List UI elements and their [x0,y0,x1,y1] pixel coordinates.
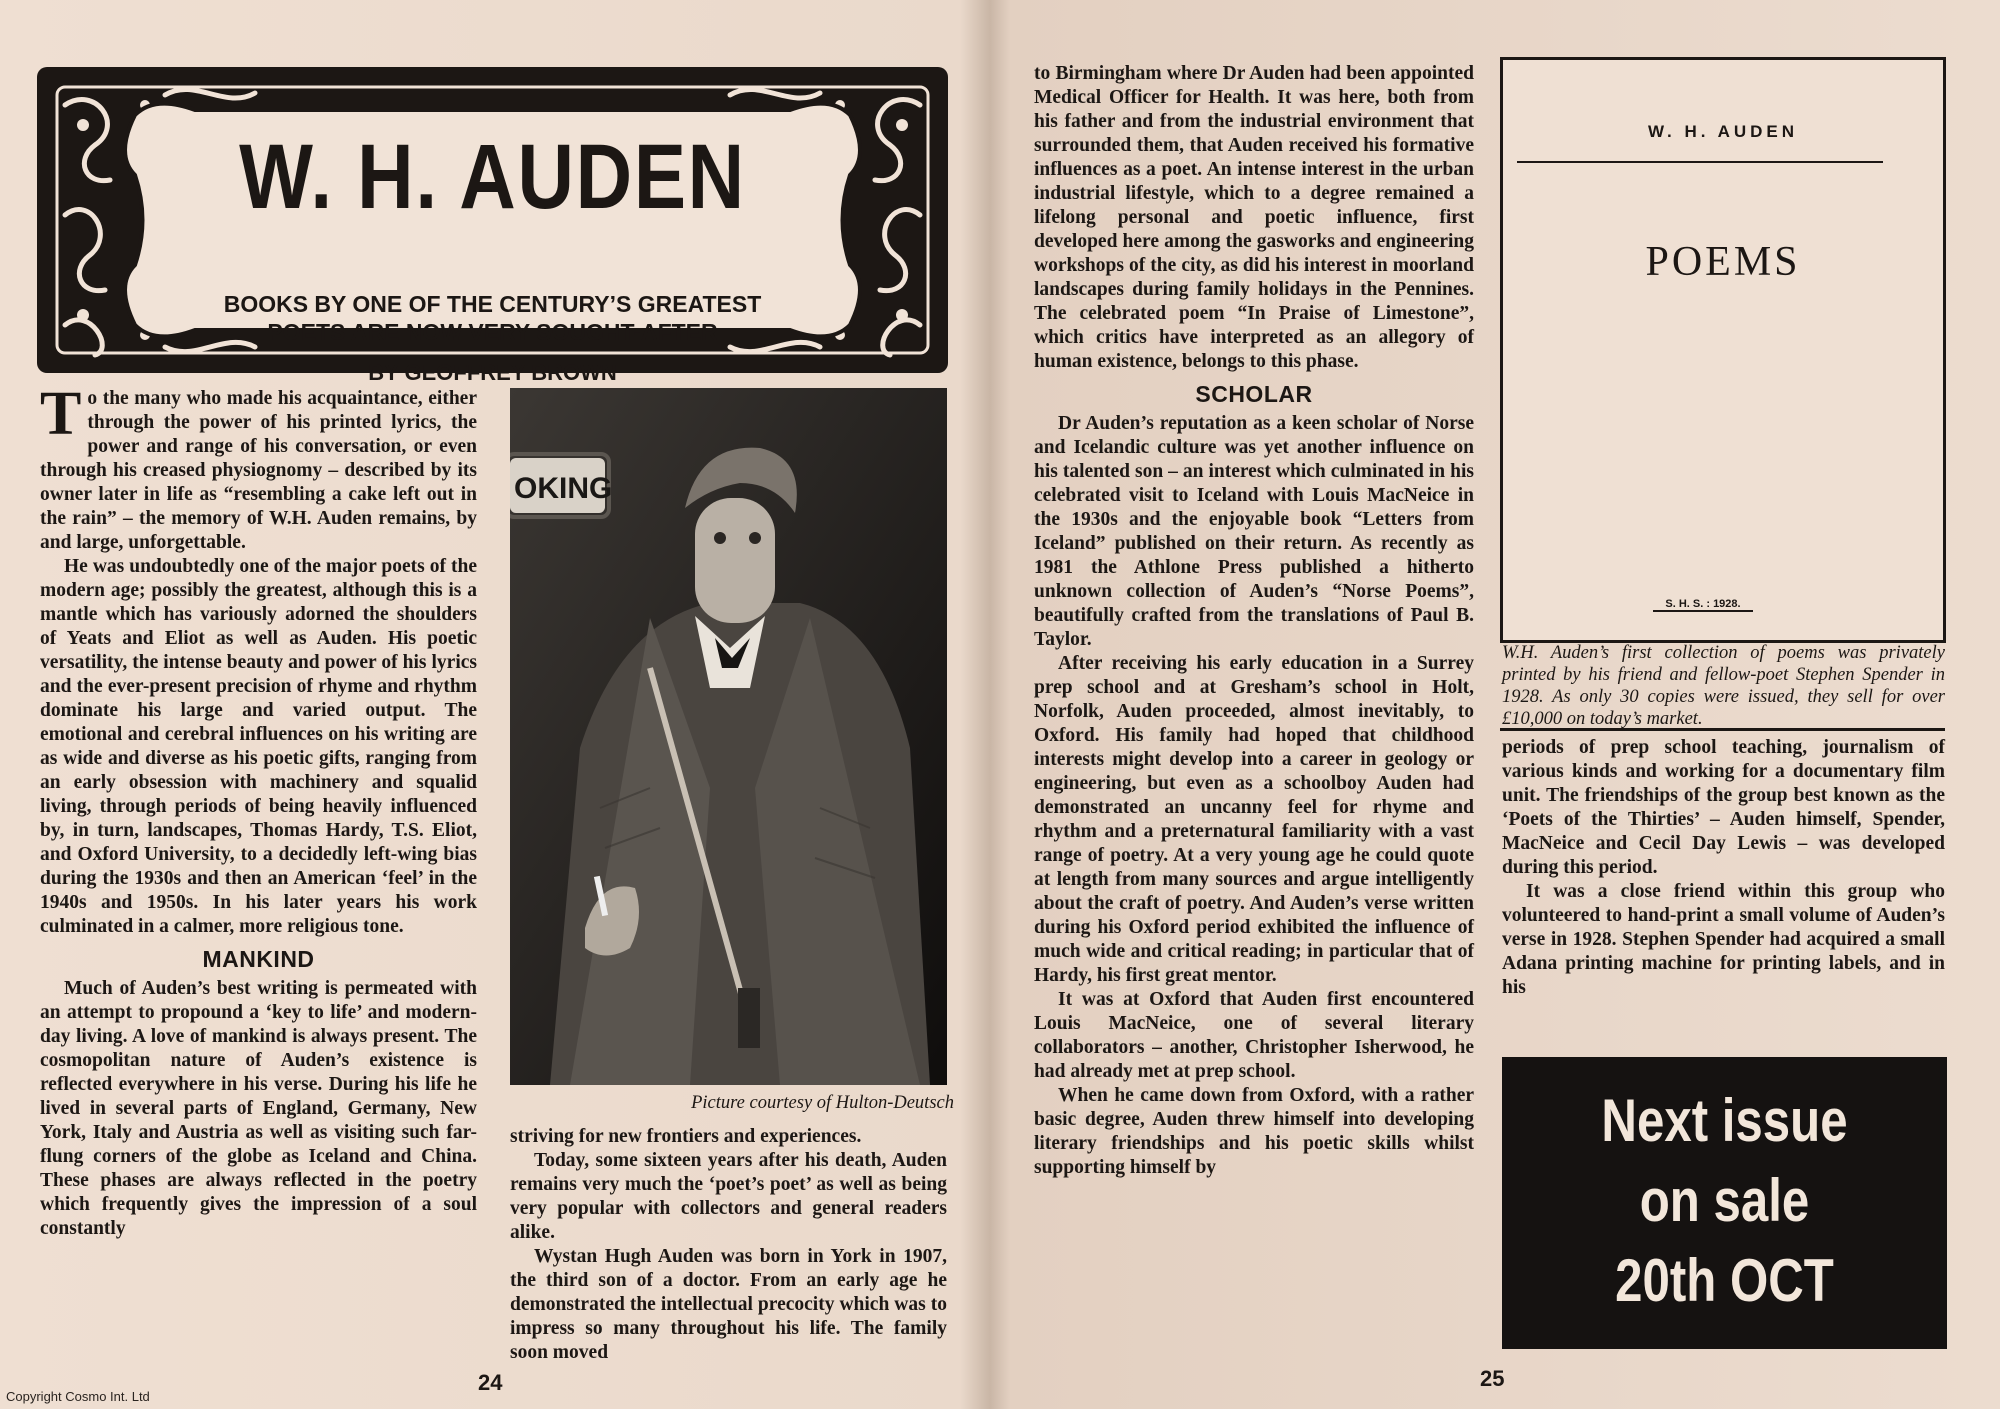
book-title: POEMS [1645,239,1801,285]
paragraph: Wystan Hugh Auden was born in York in 1907, the third son of a doctor. From an early age he demonstrated the intellectual precocity which was to impress so many throughout his life. The family soon moved [510,1246,947,1363]
byline: BY GEOFFREY BROWN [368,360,617,385]
next-issue-line-1: Next issue [1601,1087,1848,1154]
divider-line [1500,728,1945,731]
paragraph: Dr Auden’s reputation as a keen scholar of Norse and Icelandic culture was yet another influence on his talented son – an interest which culminated in his celebrated visit to Iceland with Louis MacNeice in the 1930s and the enjoyable book “Letters from Iceland” published on their return. As recently as 1981 the Athlone Press published a hitherto unknown collection of Auden’s “Norse Poems”, beautifully crafted from the translations of Paul B. Taylor. [1034,413,1474,650]
subhead-mankind: MANKIND [202,946,315,972]
paragraph: He was undoubtedly one of the major poets of the modern age; possibly the greatest, although this is a mantle which has variously adorned the shoulders of Yeats and Eliot as well as Auden. His poetic versatility, the intense beauty and power of his lyrics and the ever-present precision of rhyme and rhythm dominate his large and varied output. The emotional and cerebral influences on his writing are as wide and diverse as his poetic gifts, ranging from an early obsession with machinery and squalid living, through periods of being heavily influenced by, in turn, landscapes, Thomas Hardy, T.S. Eliot, and Oxford University, to a decidedly left-wing bias during the 1930s and then an American ‘feel’ in the 1940s and 1950s. In his later years his work culminated in a calmer, more religious tone. [40,556,477,937]
subtitle-line-1: BOOKS BY ONE OF THE CENTURY’S GREATEST [223,291,762,317]
paragraph: After receiving his early education in a Surrey prep school and at Gresham’s school in Holt, Norfolk, Auden proceeded, almost inevitably, to Oxford. His family had hoped that childhood interests might develop into a career in geology or engineering, but even as a schoolboy Auden had demonstrated an uncanny feel for rhyme and rhythm and a preternatural familiarity with a vast range of poetry. At a very young age he could quote at length from many sources and argue intelligently about the craft of poetry. And Auden’s verse written during his Oxford period exhibited the influence of much wide and critical reading; in particular that of Hardy, his first great mentor. [1034,653,1474,986]
book-author: W. H. AUDEN [1647,122,1799,141]
book-rule [1517,161,1883,163]
book-publisher: S. H. S. : 1928. [1653,598,1753,612]
book-title-page [1500,57,1946,643]
title-cartouche [35,65,950,385]
next-issue-box [1502,1057,1947,1349]
copyright-notice: Copyright Cosmo Int. Ltd [6,1389,150,1404]
paragraph: striving for new frontiers and experiences. [510,1126,862,1147]
paragraph: It was a close friend within this group who volunteered to hand-print a small volume of Auden’s verse in 1928. Stephen Spender had acquired a small Adana printing machine for printing labels, and in his [1502,881,1945,998]
subtitle-line-2: POETS ARE NOW VERY SOUGHT-AFTER [267,319,718,345]
photo-sign-text: OKING [514,472,613,505]
next-issue-line-2: on sale [1639,1167,1810,1234]
paragraph: Much of Auden’s best writing is permeated with an attempt to propound a ‘key to life’ and modern-day living. A love of mankind is always present. The cosmopolitan nature of Auden’s existence is reflected everywhere in his verse. During his life he lived in several parts of England, Germany, New York, Italy and Austria as well as visiting such far-flung corners of the globe as Iceland and China. These phases are always reflected in the poetry which frequently gives the impression of a soul constantly [40,978,477,1239]
left-column-1 [40,380,477,1241]
article-subtitle [35,290,950,346]
paragraph: When he came down from Oxford, with a rather basic degree, Auden threw himself into developing literary friendships and his poetic skills whilst supporting himself by [1034,1085,1474,1178]
intro-paragraph: To the many who made his acquaintance, either through the power of his printed lyrics, the power and range of his conversation, or even through his creased physiognomy – described by its owner later in life as “resembling a cake left out in the rain” – the memory of W.H. Auden remains, by and large, unforgettable. [40,380,477,553]
subhead-scholar: SCHOLAR [1195,381,1313,407]
article-title: W. H. AUDEN [239,126,746,228]
paragraph: Today, some sixteen years after his death, Auden remains very much the ‘poet’s poet’ as well as being very popular with collectors and general readers alike. [510,1150,947,1243]
left-column-2 [510,1125,947,1365]
page-number-right: 25 [1480,1366,1505,1391]
next-issue-line-3: 20th OCT [1615,1247,1834,1314]
auden-photograph [510,388,947,1085]
left-page [0,0,990,1409]
right-column-1 [1034,62,1474,1180]
page-number-left: 24 [478,1370,503,1395]
book-caption: W.H. Auden’s first collection of poems was privately printed by his friend and fellow-poet Stephen Spender in 1928. As only 30 copies were issued, they sell for over £10,000 on today’s market. [1502,643,1945,729]
photo-caption: Picture courtesy of Hulton-Deutsch [691,1093,954,1113]
right-column-2 [1502,736,1945,1000]
paragraph: to Birmingham where Dr Auden had been appointed Medical Officer for Health. It was here, both from his father and from the industrial environment that surrounded them, that Auden received his formative influences as a poet. An intense interest in the urban industrial lifestyle, which to a degree remained a lifelong personal and poetic influence, first developed here among the gasworks and engineering workshops of the city, as did his interest in moorland landscapes during family holidays in the Pennines. The celebrated poem “In Praise of Limestone”, which critics have interpreted as an allegory of human existence, belongs to this phase. [1034,63,1474,372]
drop-cap: T [40,380,82,448]
paragraph: It was at Oxford that Auden first encountered Louis MacNeice, one of several literary collaborators – another, Christopher Isherwood, he had already met at prep school. [1034,989,1474,1082]
right-page [1000,0,2000,1409]
paragraph: periods of prep school teaching, journalism of various kinds and working for a documentary film unit. The friendships of the group best known as the ‘Poets of the Thirties’ – Auden himself, Spender, MacNeice and Cecil Day Lewis – was developed during this period. [1502,737,1945,878]
